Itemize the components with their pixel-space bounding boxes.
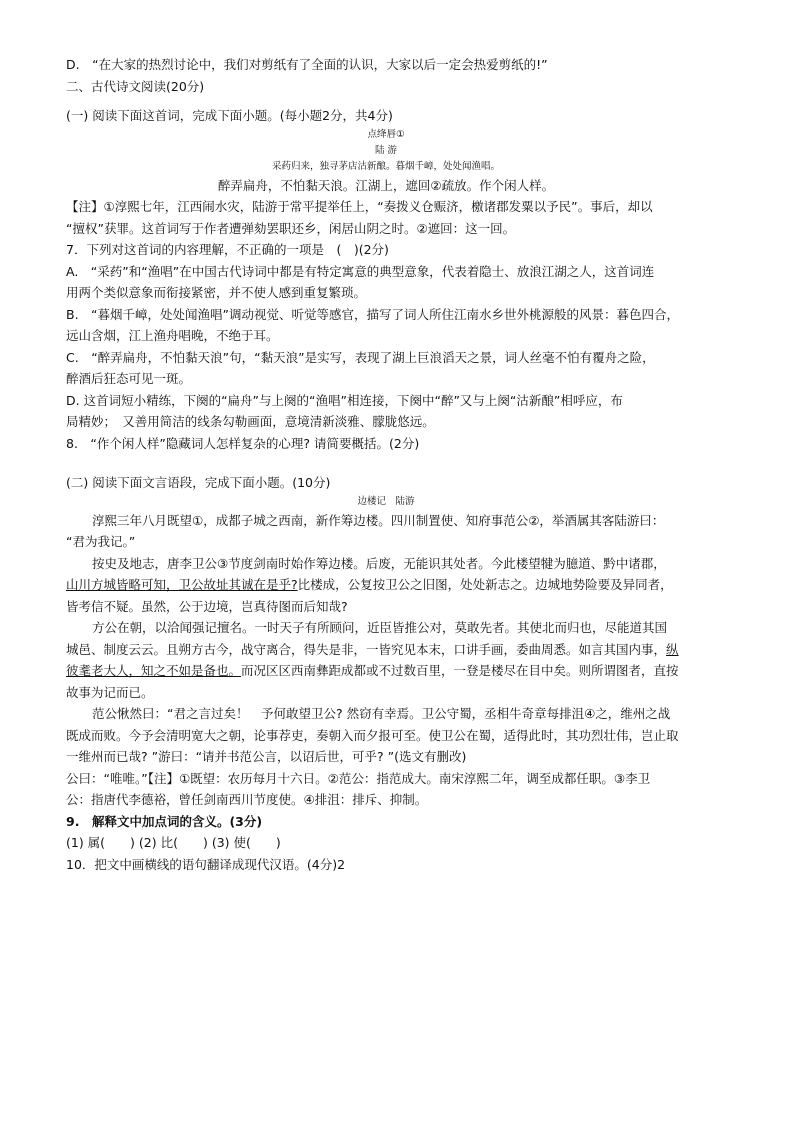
essay-note-2: 公：指唐代李德裕，曾任剑南西川节度使。④排沮：排斥、抑制。 — [66, 792, 428, 807]
q7-option-d-1: D. 这首词短小精练，下阕的“扁舟”与上阕的“渔唱”相连接，下阕中“醉”又与上阕“沽新酿”相呼应，布 — [66, 392, 623, 408]
poem-author: 陆 游 — [374, 144, 398, 156]
poem-note-2: “擅权”获罪。这首词写于作者遭弹劾罢职还乡，闲居山阴之时。②遮回：这一回。 — [66, 220, 516, 236]
poem-line-1: 采药归来，独寻茅店沽新酿。暮烟千嶂，处处闻渔唱。 — [271, 160, 500, 172]
q7-option-c-1: C. “醉弄扁舟，不怕黏天浪”句，“黏天浪”是实写，表现了湖上巨浪滔天之景，词人丝毫不怕有覆舟之险， — [66, 349, 655, 365]
question-10: 10．把文中画横线的语句翻译成现代汉语。(4分)2 — [66, 856, 346, 872]
question-9-blanks: (1) 属( ) (2) 比( ) (3) 使( ) — [66, 835, 281, 850]
q7-option-c-2: 醉酒后狂态可见一斑。 — [66, 371, 192, 386]
essay-title: 边楼记 陆游 — [357, 495, 415, 507]
q7-option-a-2: 用两个类似意象而衔接紧密，并不使人感到重复繁琐。 — [66, 285, 367, 300]
q7-option-d-2: 局精妙； 又善用简洁的线条勾勒画面，意境清新淡雅、朦胧悠远。 — [66, 414, 435, 429]
poem-note-1: 【注】①淳熙七年，江西闹水灾，陆游于常平提举任上，“奏拨义仓赈济，檄诸郡发粟以予民”。事后，却以 — [66, 199, 653, 214]
question-9: 9. 解释文中加点词的含义。(3分) — [66, 813, 263, 829]
q7-option-b-1: B. “暮烟千嶂，处处闻渔唱”调动视觉、听觉等感官，描写了词人所住江南水乡世外桃源般的风景：暮色四合， — [66, 306, 680, 322]
part2-intro: (二) 阅读下面文言语段，完成下面小题。(10分) — [66, 475, 331, 490]
para2-line3: 皆考信不疑。虽然，公于边境，岂真待图而后知哉? — [66, 598, 348, 614]
para4-line1: 范公愀然曰：“君之言过矣！ 予何敢望卫公? 然窃有幸焉。卫公守蜀，丞相牛奇章每排沮④之，维州之战 — [92, 706, 671, 721]
para1-line1: 淳熙三年八月既望①，成都子城之西南，新作筹边楼。四川制置使、知府事范公②，举酒属其客陆游曰： — [92, 512, 665, 528]
para4-line3: 一维州而已哉? ”游曰：“请并书范公言，以诏后世，可乎? ”(选文有删改) — [66, 749, 467, 764]
para3-line2: 城邑、制度云云。且朔方古今，战守离合，得失是非，一皆究见本末，口讲手画，委曲周悉。如言其国内事，纵 — [66, 641, 679, 657]
underlined-sentence-2: 彼耄老大人，知之不如是备也。 — [66, 663, 242, 678]
para3-line1: 方公在朝，以洽闻强记擅名。一时天子有所顾问，近臣皆推公对，莫敢先者。其使北而归也，尽能道其国 — [92, 620, 668, 635]
question-7: 7．下列对这首词的内容理解，不正确的一项是 ( )(2分) — [66, 242, 389, 257]
para4-line2: 既成而败。今予会清明宽大之朝，论事荐吏，奏朝入而夕报可至。使卫公在蜀，适得此时，其功烈壮伟，岂止取 — [66, 727, 679, 743]
para1-line2: “君为我记。” — [66, 534, 136, 549]
poem-line-2: 醉弄扁舟，不怕黏天浪。江湖上，遮回②疏放。作个闲人样。 — [217, 177, 555, 193]
para3-line4: 故事为记而已。 — [66, 684, 154, 700]
part1-intro: (一) 阅读下面这首词，完成下面小题。(每小题2分，共4分) — [66, 108, 393, 123]
para2-line2: 山川方城皆略可知，卫公故址其诚在是乎?比楼成，公复按卫公之旧图，处处新志之。边城地势险要及异同者， — [66, 577, 673, 592]
question-8: 8. “作个闲人样”隐藏词人怎样复杂的心理? 请简要概括。(2分) — [66, 435, 420, 451]
option-d-line: D. “在大家的热烈讨论中，我们对剪纸有了全面的认识，大家以后一定会热爱剪纸的!” — [66, 57, 548, 72]
exam-page — [66, 54, 706, 875]
section-heading: 二、古代诗文阅读(20分) — [66, 78, 205, 94]
para2-line1: 按史及地志，唐李卫公③节度剑南时始作筹边楼。后废，无能识其处者。今此楼望犍为臆道、黔中诸郡， — [92, 555, 666, 571]
underlined-sentence-1: 山川方城皆略可知，卫公故址其诚在是乎? — [66, 577, 298, 592]
q7-option-b-2: 远山含烟，江上渔舟唱晚，不绝于耳。 — [66, 328, 279, 343]
para3-line3: 彼耄老大人，知之不如是备也。而况区区西南彝距成都或不过数百里，一登是楼尽在目中矣。则所谓图者，直按 — [66, 663, 679, 678]
poem-title: 点绛唇① — [367, 128, 405, 140]
essay-note-1: 公曰：“唯唯。”【注】①既望：农历每月十六日。②范公：指范成大。南宋淳熙二年，调至成都任职。③李卫 — [66, 770, 651, 786]
q7-option-a-1: A. “采药”和“渔唱”在中国古代诗词中都是有特定寓意的典型意象，代表着隐士、放浪江湖之人，这首词连 — [66, 263, 655, 279]
